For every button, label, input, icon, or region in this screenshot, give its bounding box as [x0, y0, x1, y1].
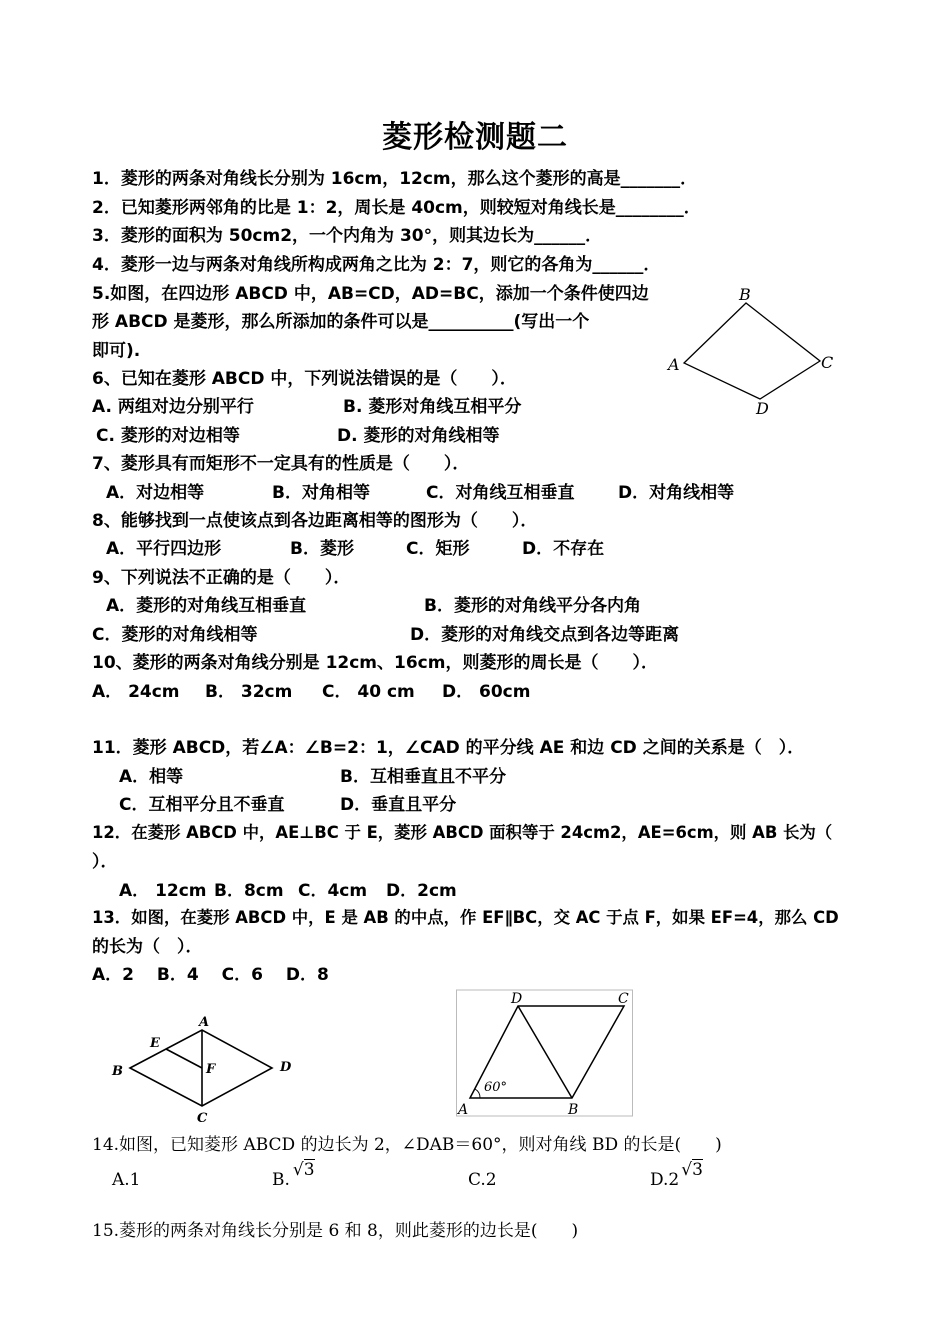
question-14-option-b [272, 1160, 315, 1190]
diagonal-bd [518, 1006, 572, 1098]
question-5-line-3: 即可). [92, 341, 141, 361]
sqrt-icon: √3 [292, 1160, 315, 1180]
question-9-option-a: A．菱形的对角线互相垂直 [106, 596, 307, 616]
question-8-option-b: B．菱形 [290, 539, 354, 559]
fig2-label-d: D [280, 1060, 292, 1075]
fig1-label-a: A [668, 355, 680, 374]
fig2-label-b: B [112, 1064, 123, 1079]
question-6-stem: 6、已知在菱形 ABCD 中，下列说法错误的是（ ）． [92, 369, 517, 389]
question-8-option-a: A．平行四边形 [106, 539, 222, 559]
question-10-stem: 10、菱形的两条对角线分别是 12cm、16cm，则菱形的周长是（ ）． [92, 653, 658, 673]
question-14-stem: 14.如图，已知菱形 ABCD 的边长为 2，∠DAB＝60°，则对角线 BD 的长是( ) [92, 1135, 722, 1155]
figure-frame [457, 990, 633, 1116]
question-6-option-b: B. 菱形对角线互相平分 [343, 397, 522, 417]
page-title: 菱形检测题二 [382, 120, 568, 155]
question-5-line-1: 5.如图，在四边形 ABCD 中，AB=CD，AD=BC，添加一个条件使四边 [92, 284, 649, 304]
question-8-stem: 8、能够找到一点使该点到各边距离相等的图形为（ ）． [92, 511, 538, 531]
question-7-stem: 7、菱形具有而矩形不一定具有的性质是（ ）． [92, 454, 470, 474]
question-6-option-a: A. 两组对边分别平行 [92, 397, 254, 417]
angle-arc [475, 1089, 480, 1098]
fig3-label-a: A [458, 1102, 469, 1118]
question-7-option-b: B．对角相等 [272, 483, 370, 503]
figure-rhombus-60 [456, 988, 636, 1118]
question-14-option-b-label: B. [272, 1170, 290, 1190]
fig1-label-c: C [821, 353, 834, 372]
question-8-option-c: C．矩形 [406, 539, 470, 559]
fig3-angle-label: 60° [484, 1080, 508, 1095]
question-10-option-d: D． 60cm [442, 682, 531, 702]
question-15: 15.菱形的两条对角线长分别是 6 和 8，则此菱形的边长是( ) [92, 1221, 579, 1241]
question-12-option-d: D．2cm [386, 881, 457, 901]
fig2-label-a: A [199, 1015, 210, 1030]
question-10-option-c: C． 40 cm [322, 682, 415, 702]
sqrt-radicand: 3 [303, 1160, 315, 1180]
question-12-option-c: C．4cm [298, 881, 368, 901]
question-9-stem: 9、下列说法不正确的是（ ）． [92, 568, 351, 588]
question-6-option-d: D. 菱形的对角线相等 [337, 426, 500, 446]
fig1-label-b: B [739, 285, 751, 304]
fig2-label-c: C [197, 1111, 208, 1126]
figure-rhombus-abcd [660, 283, 860, 423]
question-14-option-d-label: D.2 [650, 1170, 680, 1190]
fig3-label-b: B [568, 1102, 579, 1118]
question-7-option-c: C．对角线互相垂直 [426, 483, 575, 503]
fig2-label-e: E [150, 1036, 160, 1051]
question-7-option-a: A．对边相等 [106, 483, 205, 503]
figure-rhombus-ef [106, 1010, 316, 1130]
question-11-option-b: B．互相垂直且不平分 [340, 767, 506, 787]
question-14-option-d [650, 1160, 703, 1190]
question-11-option-c: C．互相平分且不垂直 [119, 795, 285, 815]
question-12-option-b: B．8cm [214, 881, 284, 901]
question-13-line-1: 13．如图，在菱形 ABCD 中，E 是 AB 的中点，作 EF∥BC，交 AC 于点 F，如果 EF=4，那么 CD [92, 908, 839, 927]
question-9-option-b: B．菱形的对角线平分各内角 [424, 596, 641, 616]
fig2-label-f: F [206, 1062, 216, 1077]
question-1: 1．菱形的两条对角线长分别为 16cm，12cm，那么这个菱形的高是_______． [92, 169, 698, 189]
question-4: 4．菱形一边与两条对角线所构成两角之比为 2：7，则它的各角为______． [92, 255, 661, 275]
rhombus-shape [684, 303, 820, 399]
question-9-option-d: D．菱形的对角线交点到各边等距离 [410, 625, 680, 645]
question-6-option-c: C. 菱形的对边相等 [96, 426, 240, 446]
fig3-label-c: C [618, 991, 629, 1007]
question-7-option-d: D．对角线相等 [618, 483, 735, 503]
question-11-option-a: A．相等 [119, 767, 184, 787]
question-2: 2．已知菱形两邻角的比是 1：2，周长是 40cm，则较短对角线长是________． [92, 198, 701, 218]
question-10-option-b: B． 32cm [205, 682, 293, 702]
question-12-line-2: ）． [92, 852, 118, 872]
question-11-option-d: D．垂直且平分 [340, 795, 457, 815]
question-8-option-d: D．不存在 [522, 539, 605, 559]
question-14-option-a: A.1 [112, 1170, 141, 1190]
question-12-line-1: 12．在菱形 ABCD 中，AE⊥BC 于 E，菱形 ABCD 面积等于 24cm2，AE=6cm，则 AB 长为（ [92, 823, 833, 842]
sqrt-icon: √3 [681, 1160, 703, 1180]
question-9-option-c: C．菱形的对角线相等 [92, 625, 258, 645]
question-10-option-a: A． 24cm [92, 682, 180, 702]
fig1-label-d: D [756, 399, 769, 418]
question-11-stem: 11．菱形 ABCD，若∠A：∠B=2：1，∠CAD 的平分线 AE 和边 CD 之间的关系是（ ）． [92, 738, 805, 758]
segment-ef [166, 1049, 202, 1068]
question-3: 3．菱形的面积为 50cm2，一个内角为 30°，则其边长为______． [92, 226, 603, 246]
question-12-option-a: A． 12cm [119, 881, 207, 901]
fig3-label-d: D [511, 991, 523, 1007]
question-13-line-2: 的长为（ ）． [92, 937, 203, 957]
sqrt-radicand-d: 3 [692, 1160, 703, 1180]
question-5-line-2: 形 ABCD 是菱形，那么所添加的条件可以是__________(写出一个 [92, 312, 590, 332]
question-13-options: A．2 B．4 C．6 D．8 [92, 965, 329, 985]
question-14-option-c: C.2 [468, 1170, 497, 1190]
